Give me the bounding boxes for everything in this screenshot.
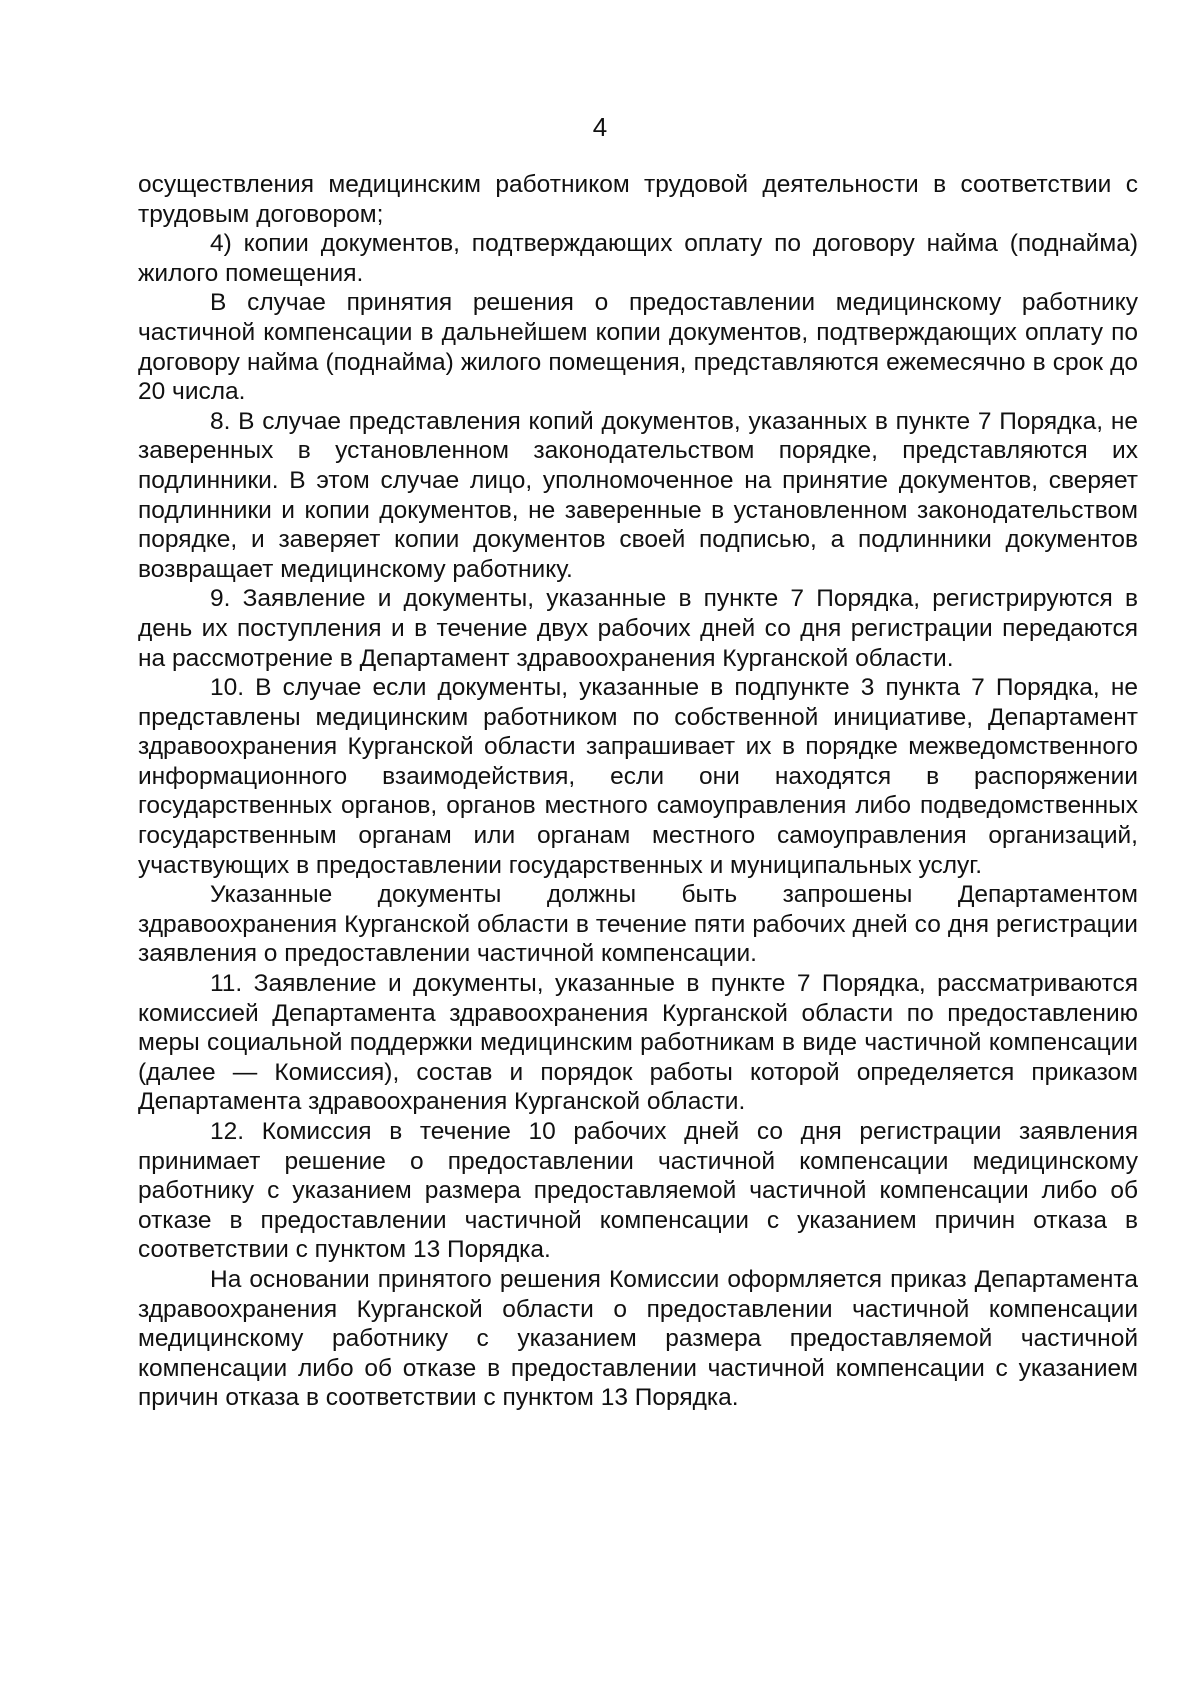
paragraph-monthly-copies: В случае принятия решения о предоставлении медицинскому работнику частичной компенсации в дальнейшем копии документов, подтверждающих оплату по договору найма (поднайма) жилого помещения, представляются ежемесячно в срок до 20 числа. <box>138 289 1138 406</box>
paragraph-order-decision: На основании принятого решения Комиссии оформляется приказ Департамента здравоохранения Курганской области о предоставлении частичной компенсации медицинскому работнику с указанием размера предоставляемой частичной компенсации либо об отказе в предоставлении частичной компенсации с указанием причин отказа в соответствии с пунктом 13 Порядка. <box>138 1265 1138 1412</box>
paragraph-clause-10: 10. В случае если документы, указанные в подпункте 3 пункта 7 Порядка, не представлены медицинским работником по собственной инициативе, Департамент здравоохранения Курганской области запрашивает их в порядке межведомственного информационного взаимодействия, если они находятся в распоряжении государственных органов, органов местного самоуправления либо подведомственных государственным органам или органам местного самоуправления организаций, участвующих в предоставлении государственных и муниципальных услуг. <box>138 674 1138 879</box>
paragraph-clause-11: 11. Заявление и документы, указанные в пункте 7 Порядка, рассматриваются комиссией Департамента здравоохранения Курганской области по предоставлению меры социальной поддержки медицинским работникам в виде частичной компенсации (далее — Комиссия), состав и порядок работы которой определяется приказом Департамента здравоохранения Курганской области. <box>138 970 1138 1116</box>
document-body <box>138 170 1138 1413</box>
paragraph-continuation: осуществления медицинским работником трудовой деятельности в соответствии с трудовым договором; <box>138 171 1138 228</box>
paragraph-clause-12: 12. Комиссия в течение 10 рабочих дней со дня регистрации заявления принимает решение о предоставлении частичной компенсации медицинскому работнику с указанием размера предоставляемой частичной компенсации либо об отказе в предоставлении частичной компенсации с указанием причин отказа в соответствии с пунктом 13 Порядка. <box>138 1118 1138 1264</box>
paragraph-item-4: 4) копии документов, подтверждающих оплату по договору найма (поднайма) жилого помещения. <box>138 230 1138 287</box>
paragraph-clause-8: 8. В случае представления копий документов, указанных в пункте 7 Порядка, не заверенных в установленном законодательством порядке, представляются их подлинники. В этом случае лицо, уполномоченное на принятие документов, сверяет подлинники и копии документов, не заверенные в установленном законодательством порядке, и заверяет копии документов своей подписью, а подлинники документов возвращает медицинскому работнику. <box>138 407 1138 583</box>
page-number: 4 <box>592 112 608 142</box>
paragraph-request-deadline: Указанные документы должны быть запрошены Департаментом здравоохранения Курганской области в течение пяти рабочих дней со дня регистрации заявления о предоставлении частичной компенсации. <box>138 881 1138 968</box>
paragraph-clause-9: 9. Заявление и документы, указанные в пункте 7 Порядка, регистрируются в день их поступления и в течение двух рабочих дней со дня регистрации передаются на рассмотрение в Департамент здравоохранения Курганской области. <box>138 585 1138 672</box>
